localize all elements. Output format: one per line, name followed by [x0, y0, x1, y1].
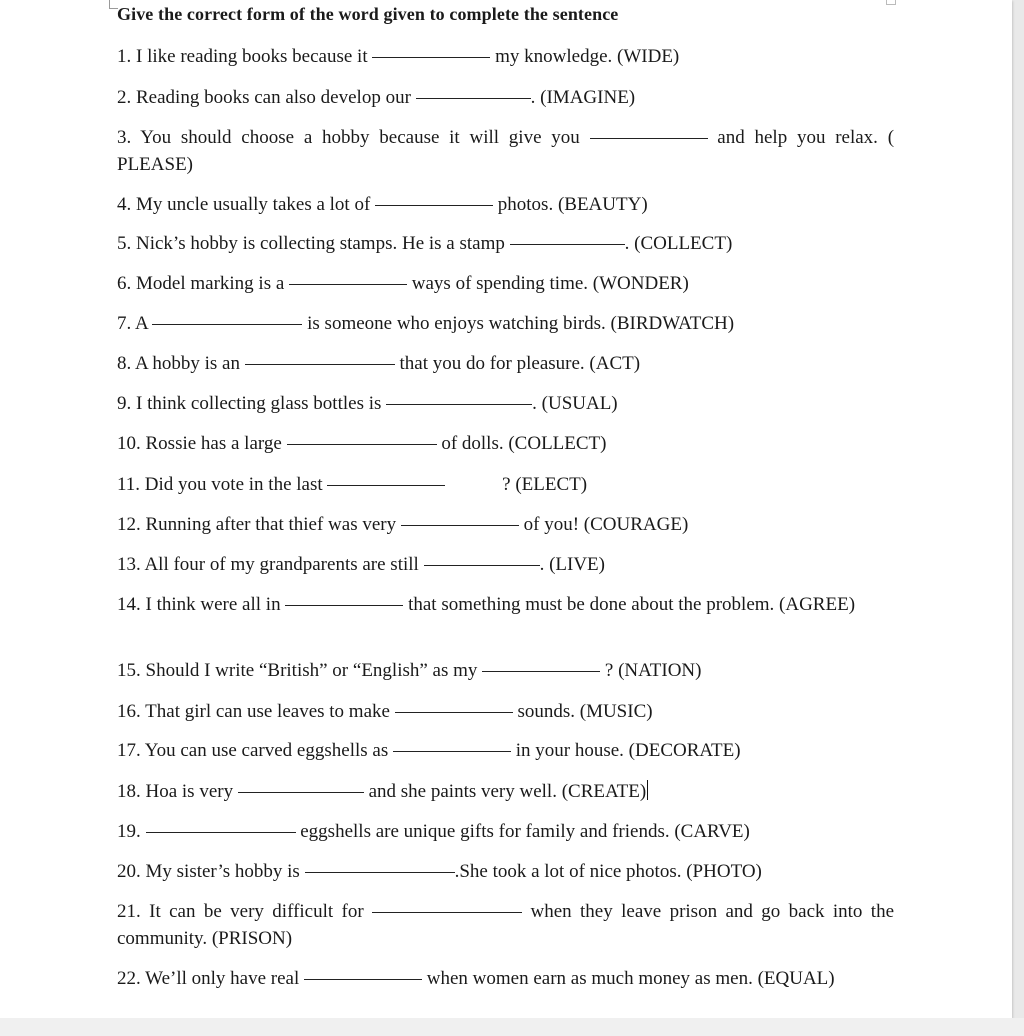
- question-17: 17. You can use carved eggshells as in your house. (DECORATE): [117, 740, 741, 761]
- answer-blank[interactable]: [327, 484, 445, 486]
- question-3: 3. You should choose a hobby because it will give you and help you relax. ( PLEASE): [117, 127, 895, 175]
- answer-blank[interactable]: [238, 791, 364, 793]
- question-16: 16. That girl can use leaves to make sounds. (MUSIC): [117, 701, 653, 722]
- answer-blank[interactable]: [393, 750, 511, 752]
- question-22: 22. We’ll only have real when women earn as much money as men. (EQUAL): [117, 968, 835, 989]
- answer-blank[interactable]: [416, 97, 531, 99]
- answer-blank[interactable]: [289, 283, 407, 285]
- question-15: 15. Should I write “British” or “English” as my ? (NATION): [117, 660, 702, 681]
- question-2: 2. Reading books can also develop our . (IMAGINE): [117, 87, 636, 108]
- question-8: 8. A hobby is an that you do for pleasure. (ACT): [117, 353, 641, 374]
- page-gap: [0, 1018, 1024, 1036]
- page-title: Give the correct form of the word given to complete the sentence: [117, 4, 619, 24]
- answer-blank[interactable]: [386, 403, 532, 405]
- answer-blank[interactable]: [146, 831, 296, 833]
- answer-blank[interactable]: [372, 911, 522, 913]
- question-18: 18. Hoa is very and she paints very well. (CREATE): [117, 781, 647, 802]
- question-14: 14. I think were all in that something must be done about the problem. (AGREE): [117, 594, 856, 615]
- answer-blank[interactable]: [285, 604, 403, 606]
- question-12: 12. Running after that thief was very of you! (COURAGE): [117, 514, 689, 535]
- question-4: 4. My uncle usually takes a lot of photos. (BEAUTY): [117, 194, 648, 215]
- answer-blank[interactable]: [245, 363, 395, 365]
- question-20: 20. My sister’s hobby is .She took a lot of nice photos. (PHOTO): [117, 861, 762, 882]
- answer-blank[interactable]: [372, 56, 490, 58]
- answer-blank[interactable]: [152, 323, 302, 325]
- question-1: 1. I like reading books because it my knowledge. (WIDE): [117, 46, 680, 67]
- margin-corner-mark-right: [886, 0, 896, 5]
- question-9: 9. I think collecting glass bottles is . (USUAL): [117, 393, 618, 414]
- question-19: 19. eggshells are unique gifts for family and friends. (CARVE): [117, 821, 750, 842]
- question-5: 5. Nick’s hobby is collecting stamps. He is a stamp . (COLLECT): [117, 233, 733, 254]
- answer-blank[interactable]: [510, 243, 625, 245]
- answer-blank[interactable]: [590, 137, 708, 139]
- answer-blank[interactable]: [482, 670, 600, 672]
- answer-blank[interactable]: [401, 524, 519, 526]
- question-7: 7. A is someone who enjoys watching birds. (BIRDWATCH): [117, 313, 735, 334]
- question-13: 13. All four of my grandparents are still . (LIVE): [117, 554, 605, 575]
- question-10: 10. Rossie has a large of dolls. (COLLECT): [117, 433, 607, 454]
- answer-blank[interactable]: [375, 204, 493, 206]
- answer-blank[interactable]: [287, 443, 437, 445]
- question-6: 6. Model marking is a ways of spending time. (WONDER): [117, 273, 689, 294]
- answer-blank[interactable]: [304, 978, 422, 980]
- text-cursor: [647, 780, 648, 800]
- answer-blank[interactable]: [424, 564, 540, 566]
- answer-blank[interactable]: [395, 711, 513, 713]
- question-21: 21. It can be very difficult for when they leave prison and go back into the community. (PRISON): [117, 901, 895, 949]
- answer-blank[interactable]: [305, 871, 455, 873]
- question-11: 11. Did you vote in the last ? (ELECT): [117, 474, 588, 495]
